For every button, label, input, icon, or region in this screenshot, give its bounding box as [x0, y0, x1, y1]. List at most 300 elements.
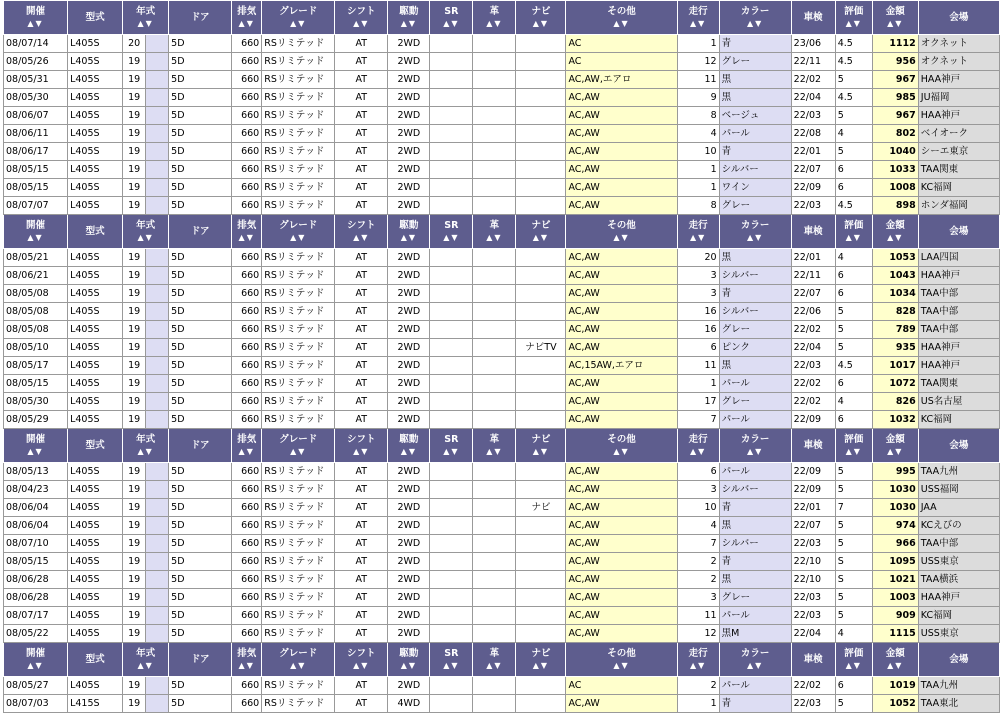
table-row[interactable] — [4, 571, 1000, 589]
sort-arrows-icon[interactable]: ▲▼ — [746, 660, 764, 670]
cell-score: 5 — [835, 589, 872, 607]
cell-venue: HAA神戸 — [918, 357, 999, 375]
cell-venue: TAA中部 — [918, 285, 999, 303]
cell-grade: RSリミテッド — [262, 589, 335, 607]
sort-arrows-icon[interactable]: ▲▼ — [845, 18, 862, 28]
cell-grade: RSリミテッド — [262, 179, 335, 197]
cell-score: 6 — [835, 411, 872, 429]
cell-mileage: 3 — [677, 481, 719, 499]
cell-year: 19 — [123, 179, 146, 197]
cell-price: 826 — [872, 393, 918, 411]
cell-navi — [516, 375, 566, 393]
cell-displacement: 660 — [232, 695, 262, 713]
cell-color: グレー — [719, 393, 791, 411]
cell-price: 985 — [872, 89, 918, 107]
cell-sunroof — [430, 411, 473, 429]
cell-leather — [473, 53, 516, 71]
header-label: カラー — [740, 647, 770, 659]
header-label: 型式 — [85, 11, 105, 23]
cell-mileage: 9 — [677, 89, 719, 107]
cell-price: 1112 — [872, 35, 918, 53]
cell-mileage: 17 — [677, 393, 719, 411]
cell-grade: RSリミテッド — [262, 517, 335, 535]
cell-date: 08/07/03 — [4, 695, 68, 713]
header-navi — [516, 429, 566, 463]
sort-arrows-icon[interactable]: ▲▼ — [443, 18, 460, 28]
cell-grade: RSリミテッド — [262, 571, 335, 589]
year-shade — [146, 161, 169, 179]
cell-drive: 2WD — [388, 53, 430, 71]
cell-venue: TAA関東 — [918, 161, 999, 179]
table-row[interactable] — [4, 143, 1000, 161]
sort-arrows-icon[interactable]: ▲▼ — [137, 660, 154, 670]
header-label: 車検 — [803, 439, 823, 451]
cell-price: 1053 — [872, 249, 918, 267]
table-row[interactable] — [4, 71, 1000, 89]
cell-price: 1030 — [872, 499, 918, 517]
cell-door: 5D — [169, 625, 232, 643]
cell-shift: AT — [335, 677, 388, 695]
sort-arrows-icon[interactable]: ▲▼ — [532, 446, 550, 456]
sort-arrows-icon[interactable]: ▲▼ — [845, 446, 862, 456]
sort-arrows-icon[interactable]: ▲▼ — [137, 446, 154, 456]
sort-arrows-icon[interactable]: ▲▼ — [845, 232, 862, 242]
cell-drive: 2WD — [388, 35, 430, 53]
sort-arrows-icon[interactable]: ▲▼ — [746, 18, 764, 28]
sort-arrows-icon[interactable]: ▲▼ — [845, 660, 862, 670]
table-row[interactable] — [4, 375, 1000, 393]
cell-date: 08/05/15 — [4, 375, 68, 393]
sort-arrows-icon[interactable]: ▲▼ — [137, 232, 154, 242]
cell-grade: RSリミテッド — [262, 125, 335, 143]
table-row[interactable] — [4, 107, 1000, 125]
header-label: 車検 — [803, 11, 823, 23]
cell-color: 青 — [719, 553, 791, 571]
cell-price: 1033 — [872, 161, 918, 179]
cell-grade: RSリミテッド — [262, 375, 335, 393]
sort-arrows-icon[interactable]: ▲▼ — [486, 18, 503, 28]
cell-shift: AT — [335, 143, 388, 161]
table-row[interactable] — [4, 411, 1000, 429]
sort-arrows-icon[interactable]: ▲▼ — [532, 660, 550, 670]
cell-model: L415S — [68, 695, 123, 713]
cell-color: ワイン — [719, 179, 791, 197]
cell-sunroof — [430, 625, 473, 643]
year-shade — [146, 411, 169, 429]
year-shade — [146, 535, 169, 553]
sort-arrows-icon[interactable]: ▲▼ — [353, 18, 370, 28]
sort-arrows-icon[interactable]: ▲▼ — [532, 232, 550, 242]
cell-date: 08/05/08 — [4, 303, 68, 321]
cell-navi — [516, 285, 566, 303]
cell-inspection: 22/10 — [791, 553, 835, 571]
cell-mileage: 4 — [677, 517, 719, 535]
cell-score: S — [835, 553, 872, 571]
sort-arrows-icon[interactable]: ▲▼ — [353, 660, 370, 670]
sort-arrows-icon[interactable]: ▲▼ — [27, 446, 44, 456]
table-row[interactable] — [4, 179, 1000, 197]
sort-arrows-icon[interactable]: ▲▼ — [443, 660, 460, 670]
header-color — [719, 429, 791, 463]
table-row[interactable] — [4, 625, 1000, 643]
cell-displacement: 660 — [232, 535, 262, 553]
header-grade — [262, 429, 335, 463]
header-label: 年式 — [136, 647, 156, 659]
header-price — [872, 1, 918, 35]
table-row[interactable] — [4, 249, 1000, 267]
header-inspection — [791, 1, 835, 35]
table-row[interactable] — [4, 481, 1000, 499]
cell-score: 4 — [835, 393, 872, 411]
sort-arrows-icon[interactable]: ▲▼ — [613, 18, 630, 28]
cell-year: 19 — [123, 357, 146, 375]
cell-venue: HAA神戸 — [918, 71, 999, 89]
header-door — [169, 215, 232, 249]
sort-arrows-icon[interactable]: ▲▼ — [486, 660, 503, 670]
cell-navi — [516, 107, 566, 125]
sort-arrows-icon[interactable]: ▲▼ — [887, 660, 904, 670]
header-venue — [918, 429, 999, 463]
header-label: 駆動 — [399, 433, 419, 445]
cell-other: AC,AW — [566, 197, 677, 215]
table-row[interactable] — [4, 89, 1000, 107]
table-row[interactable] — [4, 161, 1000, 179]
cell-mileage: 8 — [677, 107, 719, 125]
header-color — [719, 643, 791, 677]
header-model — [68, 215, 123, 249]
cell-sunroof — [430, 535, 473, 553]
cell-grade: RSリミテッド — [262, 677, 335, 695]
sort-arrows-icon[interactable]: ▲▼ — [290, 660, 307, 670]
header-shift — [335, 429, 388, 463]
cell-year: 19 — [123, 375, 146, 393]
table-row[interactable] — [4, 589, 1000, 607]
header-label: 排気 — [237, 647, 257, 659]
sort-arrows-icon[interactable]: ▲▼ — [238, 232, 255, 242]
cell-inspection: 22/10 — [791, 571, 835, 589]
cell-door: 5D — [169, 481, 232, 499]
cell-door: 5D — [169, 321, 232, 339]
header-label: 駆動 — [399, 219, 419, 231]
cell-shift: AT — [335, 339, 388, 357]
cell-model: L405S — [68, 89, 123, 107]
cell-drive: 4WD — [388, 695, 430, 713]
cell-displacement: 660 — [232, 125, 262, 143]
cell-color: パール — [719, 463, 791, 481]
year-shade — [146, 321, 169, 339]
sort-arrows-icon[interactable]: ▲▼ — [400, 446, 417, 456]
cell-door: 5D — [169, 107, 232, 125]
cell-inspection: 22/07 — [791, 517, 835, 535]
cell-color: 青 — [719, 499, 791, 517]
cell-mileage: 16 — [677, 303, 719, 321]
auction-results-table — [3, 0, 1000, 713]
cell-shift: AT — [335, 695, 388, 713]
sort-arrows-icon[interactable]: ▲▼ — [689, 232, 707, 242]
cell-door: 5D — [169, 553, 232, 571]
cell-date: 08/05/08 — [4, 321, 68, 339]
header-inspection — [791, 429, 835, 463]
cell-drive: 2WD — [388, 339, 430, 357]
cell-navi — [516, 571, 566, 589]
cell-door: 5D — [169, 357, 232, 375]
year-shade — [146, 285, 169, 303]
sort-arrows-icon[interactable]: ▲▼ — [290, 18, 307, 28]
cell-price: 909 — [872, 607, 918, 625]
cell-other: AC,AW — [566, 481, 677, 499]
cell-model: L405S — [68, 249, 123, 267]
header-leather — [473, 1, 516, 35]
table-row[interactable] — [4, 285, 1000, 303]
sort-arrows-icon[interactable]: ▲▼ — [613, 446, 630, 456]
cell-inspection: 22/03 — [791, 197, 835, 215]
header-date — [4, 429, 68, 463]
cell-mileage: 12 — [677, 625, 719, 643]
header-label: SR — [444, 5, 459, 17]
cell-leather — [473, 499, 516, 517]
sort-arrows-icon[interactable]: ▲▼ — [613, 660, 630, 670]
cell-year: 19 — [123, 267, 146, 285]
cell-displacement: 660 — [232, 589, 262, 607]
cell-drive: 2WD — [388, 481, 430, 499]
cell-score: 7 — [835, 499, 872, 517]
cell-score: S — [835, 571, 872, 589]
table-row[interactable] — [4, 125, 1000, 143]
cell-leather — [473, 249, 516, 267]
cell-navi — [516, 71, 566, 89]
cell-grade: RSリミテッド — [262, 339, 335, 357]
cell-drive: 2WD — [388, 267, 430, 285]
cell-color: パール — [719, 411, 791, 429]
year-shade — [146, 107, 169, 125]
table-row[interactable] — [4, 393, 1000, 411]
header-other — [566, 429, 677, 463]
table-row[interactable] — [4, 197, 1000, 215]
header-label: SR — [444, 433, 459, 445]
sort-arrows-icon[interactable]: ▲▼ — [443, 446, 460, 456]
cell-navi — [516, 553, 566, 571]
cell-price: 1052 — [872, 695, 918, 713]
sort-arrows-icon[interactable]: ▲▼ — [887, 232, 904, 242]
header-door — [169, 429, 232, 463]
table-row[interactable] — [4, 35, 1000, 53]
cell-color: 青 — [719, 35, 791, 53]
cell-price: 995 — [872, 463, 918, 481]
cell-date: 08/05/30 — [4, 89, 68, 107]
cell-year: 19 — [123, 517, 146, 535]
cell-price: 974 — [872, 517, 918, 535]
cell-other: AC,AW — [566, 463, 677, 481]
sort-arrows-icon[interactable]: ▲▼ — [353, 446, 370, 456]
sort-arrows-icon[interactable]: ▲▼ — [238, 446, 255, 456]
table-row[interactable] — [4, 695, 1000, 713]
cell-door: 5D — [169, 125, 232, 143]
sort-arrows-icon[interactable]: ▲▼ — [746, 232, 764, 242]
header-label: その他 — [607, 219, 636, 231]
cell-navi — [516, 197, 566, 215]
table-row[interactable] — [4, 357, 1000, 375]
cell-sunroof — [430, 285, 473, 303]
table-row[interactable] — [4, 535, 1000, 553]
cell-model: L405S — [68, 463, 123, 481]
cell-venue: TAA関東 — [918, 375, 999, 393]
cell-drive: 2WD — [388, 517, 430, 535]
cell-year: 19 — [123, 535, 146, 553]
table-row[interactable] — [4, 267, 1000, 285]
cell-model: L405S — [68, 517, 123, 535]
cell-model: L405S — [68, 607, 123, 625]
cell-navi — [516, 695, 566, 713]
sort-arrows-icon[interactable]: ▲▼ — [689, 18, 707, 28]
cell-model: L405S — [68, 499, 123, 517]
cell-score: 4.5 — [835, 53, 872, 71]
sort-arrows-icon[interactable]: ▲▼ — [689, 660, 707, 670]
sort-arrows-icon[interactable]: ▲▼ — [689, 446, 707, 456]
cell-leather — [473, 125, 516, 143]
sort-arrows-icon[interactable]: ▲▼ — [613, 232, 630, 242]
cell-door: 5D — [169, 411, 232, 429]
cell-mileage: 1 — [677, 179, 719, 197]
cell-sunroof — [430, 339, 473, 357]
cell-score: 5 — [835, 463, 872, 481]
cell-score: 5 — [835, 303, 872, 321]
cell-navi — [516, 303, 566, 321]
sort-arrows-icon[interactable]: ▲▼ — [27, 660, 44, 670]
cell-model: L405S — [68, 267, 123, 285]
cell-grade: RSリミテッド — [262, 89, 335, 107]
sort-arrows-icon[interactable]: ▲▼ — [400, 232, 417, 242]
cell-sunroof — [430, 677, 473, 695]
sort-arrows-icon[interactable]: ▲▼ — [443, 232, 460, 242]
sort-arrows-icon[interactable]: ▲▼ — [353, 232, 370, 242]
table-row[interactable] — [4, 53, 1000, 71]
cell-shift: AT — [335, 267, 388, 285]
cell-other: AC,AW — [566, 339, 677, 357]
sort-arrows-icon[interactable]: ▲▼ — [290, 232, 307, 242]
cell-date: 08/05/10 — [4, 339, 68, 357]
header-shift — [335, 1, 388, 35]
sort-arrows-icon[interactable]: ▲▼ — [532, 18, 550, 28]
cell-date: 08/06/04 — [4, 517, 68, 535]
cell-score: 6 — [835, 179, 872, 197]
cell-score: 5 — [835, 143, 872, 161]
cell-year: 19 — [123, 89, 146, 107]
table-row[interactable] — [4, 553, 1000, 571]
cell-drive: 2WD — [388, 71, 430, 89]
header-score — [835, 1, 872, 35]
cell-date: 08/05/17 — [4, 357, 68, 375]
cell-score: 5 — [835, 71, 872, 89]
table-row[interactable] — [4, 321, 1000, 339]
cell-door: 5D — [169, 53, 232, 71]
cell-date: 08/07/17 — [4, 607, 68, 625]
header-label: 革 — [489, 433, 500, 445]
header-label: 会場 — [949, 225, 969, 237]
header-score — [835, 215, 872, 249]
sort-arrows-icon[interactable]: ▲▼ — [238, 18, 255, 28]
cell-venue: TAA中部 — [918, 535, 999, 553]
sort-arrows-icon[interactable]: ▲▼ — [746, 446, 764, 456]
header-label: SR — [444, 219, 459, 231]
cell-sunroof — [430, 481, 473, 499]
cell-other: AC,AW — [566, 89, 677, 107]
cell-color: パール — [719, 125, 791, 143]
cell-mileage: 6 — [677, 463, 719, 481]
cell-mileage: 12 — [677, 53, 719, 71]
cell-drive: 2WD — [388, 161, 430, 179]
header-door — [169, 643, 232, 677]
table-row[interactable] — [4, 303, 1000, 321]
year-shade — [146, 517, 169, 535]
cell-displacement: 660 — [232, 53, 262, 71]
cell-leather — [473, 339, 516, 357]
sort-arrows-icon[interactable]: ▲▼ — [486, 232, 503, 242]
cell-score: 5 — [835, 695, 872, 713]
sort-arrows-icon[interactable]: ▲▼ — [400, 18, 417, 28]
cell-leather — [473, 589, 516, 607]
sort-arrows-icon[interactable]: ▲▼ — [486, 446, 503, 456]
header-label: 走行 — [688, 219, 708, 231]
cell-year: 19 — [123, 411, 146, 429]
sort-arrows-icon[interactable]: ▲▼ — [887, 446, 904, 456]
header-venue — [918, 1, 999, 35]
cell-shift: AT — [335, 285, 388, 303]
cell-sunroof — [430, 161, 473, 179]
table-row[interactable] — [4, 677, 1000, 695]
cell-leather — [473, 71, 516, 89]
table-row[interactable] — [4, 499, 1000, 517]
cell-venue: KC福岡 — [918, 607, 999, 625]
cell-venue: KC福岡 — [918, 179, 999, 197]
cell-color: 黒 — [719, 71, 791, 89]
cell-door: 5D — [169, 677, 232, 695]
header-label: シフト — [347, 433, 376, 445]
cell-displacement: 660 — [232, 303, 262, 321]
cell-displacement: 660 — [232, 267, 262, 285]
sort-arrows-icon[interactable]: ▲▼ — [137, 18, 154, 28]
cell-drive: 2WD — [388, 677, 430, 695]
cell-leather — [473, 161, 516, 179]
cell-drive: 2WD — [388, 411, 430, 429]
cell-model: L405S — [68, 161, 123, 179]
sort-arrows-icon[interactable]: ▲▼ — [400, 660, 417, 670]
cell-venue: JU福岡 — [918, 89, 999, 107]
table-row[interactable] — [4, 463, 1000, 481]
header-label: 走行 — [688, 647, 708, 659]
table-row[interactable] — [4, 339, 1000, 357]
sort-arrows-icon[interactable]: ▲▼ — [887, 18, 904, 28]
cell-price: 1043 — [872, 267, 918, 285]
sort-arrows-icon[interactable]: ▲▼ — [238, 660, 255, 670]
cell-other: AC,AW — [566, 285, 677, 303]
cell-shift: AT — [335, 303, 388, 321]
cell-drive: 2WD — [388, 375, 430, 393]
cell-color: 黒M — [719, 625, 791, 643]
cell-drive: 2WD — [388, 125, 430, 143]
cell-displacement: 660 — [232, 411, 262, 429]
header-label: 車検 — [803, 225, 823, 237]
table-row[interactable] — [4, 517, 1000, 535]
cell-year: 19 — [123, 607, 146, 625]
cell-mileage: 1 — [677, 35, 719, 53]
header-leather — [473, 643, 516, 677]
sort-arrows-icon[interactable]: ▲▼ — [27, 232, 44, 242]
header-label: ナビ — [531, 219, 551, 231]
cell-score: 4.5 — [835, 357, 872, 375]
sort-arrows-icon[interactable]: ▲▼ — [290, 446, 307, 456]
sort-arrows-icon[interactable]: ▲▼ — [27, 18, 44, 28]
table-row[interactable] — [4, 607, 1000, 625]
